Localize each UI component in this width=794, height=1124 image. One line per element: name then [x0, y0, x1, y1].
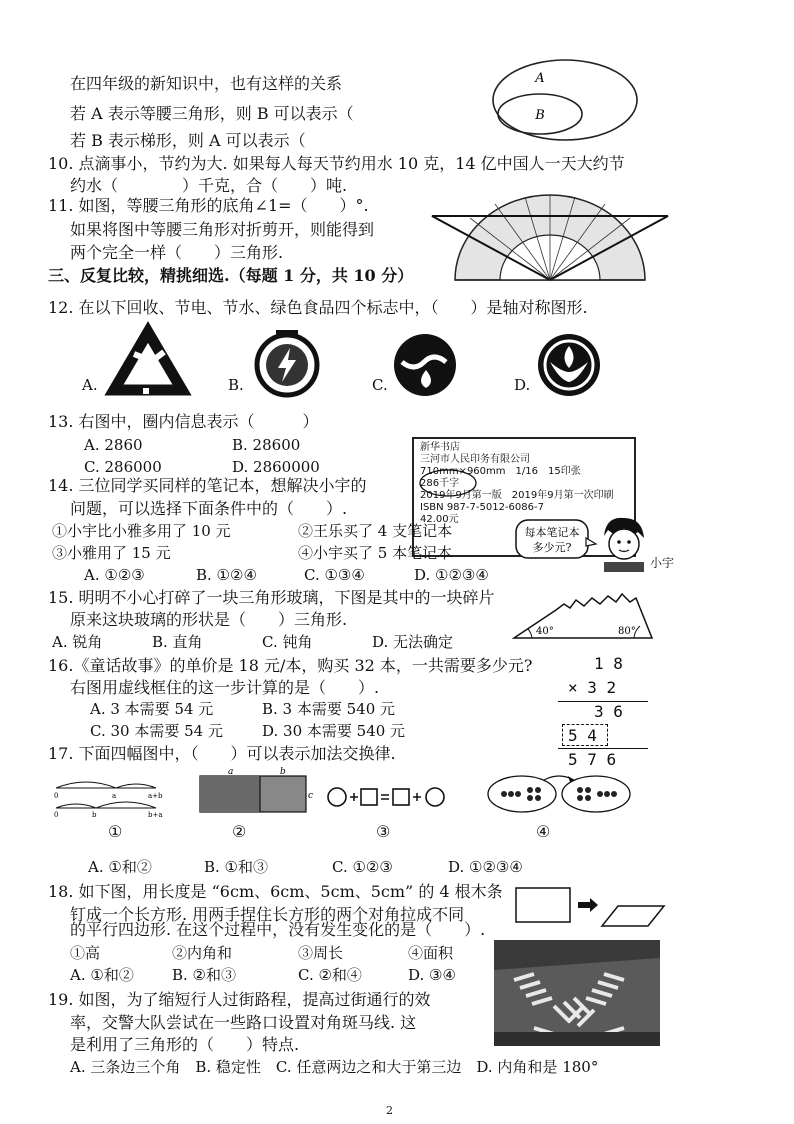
q17-figure-1 [52, 774, 172, 818]
q16-option-c: C. 30 本需要 54 元 [90, 722, 223, 740]
page-number: 2 [386, 1104, 393, 1117]
q18-line-2: 钉成一个长方形. 用两手捏住长方形的两个对角拉成不同 [70, 905, 465, 924]
q15-line-2: 原来这块玻璃的形状是（ ）三角形. [70, 610, 348, 629]
fig2-label-c: c [308, 791, 314, 801]
book-info-line: 新华书店 [420, 442, 460, 453]
book-info-line: 三河市人民印务有限公司 [420, 454, 530, 465]
fig1-tick-4: b+a [148, 811, 163, 819]
glass-fragment-figure [510, 588, 656, 642]
q16-line-2: 右图用虚线框住的这一步计算的是（ ）. [70, 678, 380, 697]
fig1-zero-1: 0 [54, 792, 59, 800]
book-info-line: 286千字 [420, 478, 460, 489]
q12-option-a: A. [82, 376, 98, 394]
q19-line-3: 是利用了三角形的（ ）特点. [70, 1035, 300, 1054]
boy-icon [598, 516, 648, 576]
q13-option-a: A. 2860 [84, 436, 143, 454]
q18-condition-3: ③周长 [298, 944, 344, 962]
q14-option-d: D. ①②③④ [414, 566, 489, 584]
q17-figure-4 [484, 772, 634, 816]
q18-line-3: 的平行四边形. 在这个过程中，没有发生变化的是（ ）. [70, 920, 486, 939]
mult-rule-2 [558, 748, 648, 749]
q18-condition-2: ②内角和 [172, 944, 233, 962]
fig1-tick-2: a+b [148, 792, 163, 800]
angle-label-80: 80° [618, 626, 636, 637]
intro-line-1: 在四年级的新知识中，也有这样的关系 [70, 74, 343, 93]
q15-option-b: B. 直角 [152, 633, 203, 651]
q18-line-1: 18. 如下图，用长度是 “6cm、6cm、5cm、5cm” 的 4 根木条 [48, 882, 503, 901]
q19-line-2: 率，交警大队尝试在一些路口设置对角斑马线. 这 [70, 1013, 417, 1032]
q14-condition-4: ④小宇买了 5 本笔记本 [298, 544, 453, 562]
q17-option-d: D. ①②③④ [448, 858, 523, 876]
book-info-line: 42.00元 [420, 514, 459, 525]
q18-condition-1: ①高 [70, 944, 101, 962]
q11-line-3: 两个完全一样（ ）三角形. [70, 243, 284, 262]
q17-label-3: ③ [376, 822, 391, 841]
q11-line-1: 11. 如图，等腰三角形的底角∠1=（ ）°. [48, 196, 369, 215]
speech-bubble [514, 518, 596, 562]
fig1-zero-2: 0 [54, 811, 59, 819]
q18-option-c: C. ②和④ [298, 966, 362, 984]
q16-option-d: D. 30 本需要 540 元 [262, 722, 406, 740]
q17-figure-2 [198, 766, 316, 816]
green-food-logo-icon [536, 332, 602, 398]
q15-option-a: A. 锐角 [52, 633, 103, 651]
q17-option-b: B. ①和③ [204, 858, 269, 876]
q17-stem: 17. 下面四幅图中，（ ）可以表示加法交换律. [48, 744, 396, 763]
venn-label-b: B [535, 108, 545, 123]
q13-option-b: B. 28600 [232, 436, 301, 454]
q14-option-a: A. ①②③ [84, 566, 145, 584]
intro-line-3: 若 B 表示梯形，则 A 可以表示（ [70, 131, 306, 150]
q17-label-4: ④ [536, 822, 551, 841]
q18-condition-4: ④面积 [408, 944, 454, 962]
q19-line-1: 19. 如图，为了缩短行人过街路程，提高过街通行的效 [48, 990, 431, 1009]
q17-figure-3 [326, 784, 450, 810]
intro-line-2: 若 A 表示等腰三角形，则 B 可以表示（ [70, 104, 354, 123]
q10-line-2: 约水（ ）千克，合（ ）吨. [70, 176, 348, 195]
boy-label: 小宇 [650, 556, 675, 570]
q11-line-2: 如果将图中等腰三角形对折剪开，则能得到 [70, 220, 375, 239]
fig2-label-a: a [228, 767, 234, 777]
book-info-line: ISBN 987-7-5012-6086-7 [420, 502, 544, 513]
q13-option-d: D. 2860000 [232, 458, 320, 476]
mult-row-4: 5 4 [568, 726, 597, 745]
recycle-logo-icon [110, 328, 186, 396]
highlight-circle [418, 467, 478, 499]
mult-row-5: 5 7 6 [568, 750, 617, 769]
q14-condition-2: ②王乐买了 4 支笔记本 [298, 522, 453, 540]
q15-option-c: C. 钝角 [262, 633, 313, 651]
q12-option-b: B. [228, 376, 244, 394]
q13-stem: 13. 右图中，圈内信息表示（ ） [48, 412, 319, 431]
q12-option-d: D. [514, 376, 531, 394]
mult-row-3: 3 6 [594, 702, 623, 721]
q10-line-1: 10. 点滴事小，节约为大. 如果每人每天节约用水 10 克，14 亿中国人一天大约节 [48, 154, 625, 173]
crosswalk-photo [494, 940, 660, 1046]
q16-option-b: B. 3 本需要 540 元 [262, 700, 396, 718]
q15-line-1: 15. 明明不小心打碎了一块三角形玻璃，下图是其中的一块碎片 [48, 588, 495, 607]
mult-row-2: × 3 2 [568, 678, 617, 697]
q17-option-c: C. ①②③ [332, 858, 393, 876]
q14-condition-3: ③小雅用了 15 元 [52, 544, 171, 562]
q18-option-a: A. ①和② [70, 966, 134, 984]
section-3-heading: 三、反复比较，精挑细选.（每题 1 分，共 10 分） [48, 266, 414, 285]
protractor-figure [430, 188, 670, 286]
q14-line-2: 问题，可以选择下面条件中的（ ）. [70, 499, 348, 518]
q18-option-d: D. ③④ [408, 966, 456, 984]
angle-label-40: 40° [536, 626, 554, 637]
book-info-line: 2019年9月第一版 2019年9月第一次印刷 [420, 490, 614, 501]
bubble-line-2: 多少元? [532, 541, 572, 554]
q15-option-d: D. 无法确定 [372, 633, 454, 651]
q17-label-2: ② [232, 822, 247, 841]
rectangle-to-parallelogram-figure [514, 880, 664, 930]
water-saving-logo-icon [392, 332, 458, 398]
q14-line-1: 14. 三位同学买同样的笔记本，想解决小宇的 [48, 476, 367, 495]
q18-option-b: B. ②和③ [172, 966, 237, 984]
q17-label-1: ① [108, 822, 123, 841]
q12-stem: 12. 在以下回收、节电、节水、绿色食品四个标志中，（ ）是轴对称图形. [48, 298, 588, 317]
q16-line-1: 16.《童话故事》的单价是 18 元/本，购买 32 本，一共需要多少元? [48, 656, 533, 675]
venn-label-a: A [535, 71, 545, 86]
q16-option-a: A. 3 本需要 54 元 [90, 700, 214, 718]
q14-condition-1: ①小宇比小雅多用了 10 元 [52, 522, 231, 540]
book-info-line: 710mm×960mm 1/16 15印张 [420, 466, 581, 477]
venn-diagram [490, 56, 640, 146]
fig1-tick-1: a [112, 792, 117, 800]
q17-option-a: A. ①和② [88, 858, 152, 876]
mult-row-1: 1 8 [594, 654, 623, 673]
power-saving-logo-icon [252, 330, 322, 396]
fig2-label-b: b [280, 767, 286, 777]
q12-option-c: C. [372, 376, 388, 394]
bubble-line-1: 每本笔记本 [524, 526, 580, 539]
fig1-tick-3: b [92, 811, 97, 819]
q13-option-c: C. 286000 [84, 458, 162, 476]
q14-option-c: C. ①③④ [304, 566, 365, 584]
q14-option-b: B. ①②④ [196, 566, 257, 584]
q19-options: A. 三条边三个角 B. 稳定性 C. 任意两边之和大于第三边 D. 内角和是 180° [70, 1058, 599, 1076]
